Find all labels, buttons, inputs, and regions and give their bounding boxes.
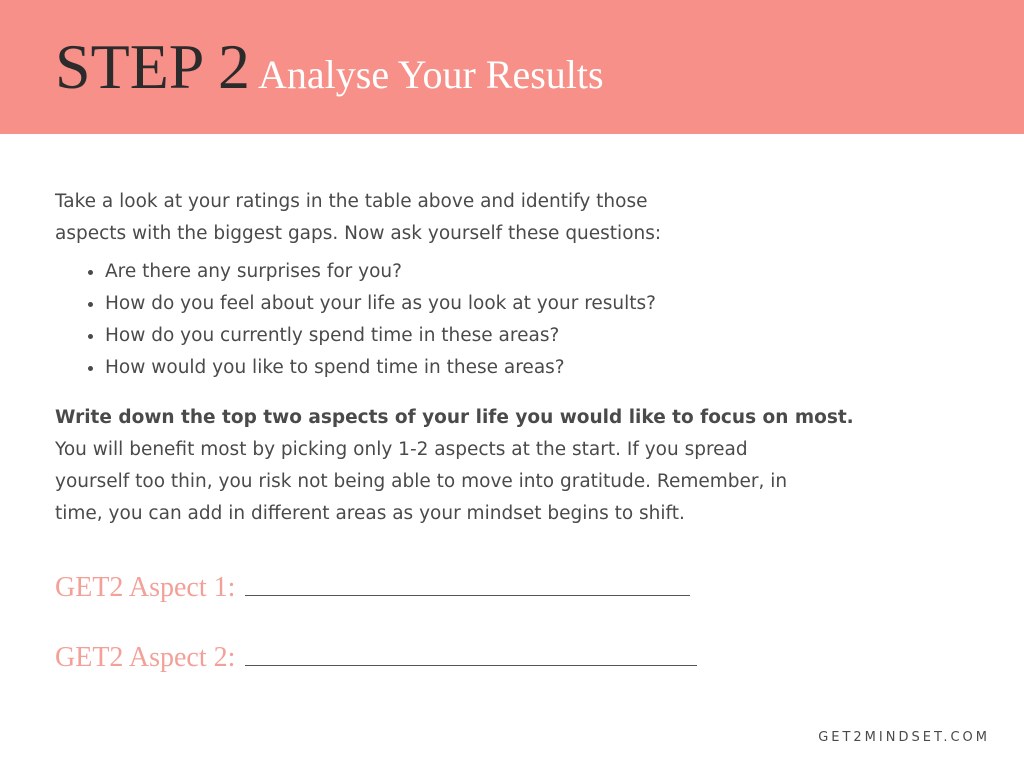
step-title: Analyse Your Results (258, 52, 604, 97)
list-item: • How would you like to spend time in these areas? (105, 352, 885, 384)
intro-line: Take a look at your ratings in the table above and identify those (55, 191, 648, 212)
focus-instruction: Write down the top two aspects of your life you would like to focus on most. (55, 407, 854, 428)
list-item: • Are there any surprises for you? (105, 256, 885, 288)
focus-line: time, you can add in different areas as your mindset begins to shift. (55, 503, 685, 524)
aspect-1-line[interactable] (245, 594, 690, 596)
intro-paragraph (55, 186, 885, 250)
main-content (55, 186, 885, 530)
intro-line: aspects with the biggest gaps. Now ask yourself these questions: (55, 223, 662, 244)
focus-line: yourself too thin, you risk not being able to move into gratitude. Remember, in (55, 471, 788, 492)
aspect-2-label: GET2 Aspect 2: (55, 642, 236, 673)
page-title (55, 30, 604, 104)
step-number: STEP 2 (55, 31, 250, 102)
aspect-2-line[interactable] (245, 664, 697, 666)
questions-list (55, 256, 885, 384)
focus-line: You will benefit most by picking only 1-2 aspects at the start. If you spread (55, 439, 748, 460)
focus-paragraph (55, 402, 885, 530)
aspect-1-label: GET2 Aspect 1: (55, 572, 236, 603)
aspect-2-row (55, 642, 697, 674)
footer-website: GET2MINDSET.COM (818, 730, 990, 745)
list-item: • How do you feel about your life as you look at your results? (105, 288, 885, 320)
aspect-1-row (55, 572, 690, 604)
list-item: • How do you currently spend time in these areas? (105, 320, 885, 352)
